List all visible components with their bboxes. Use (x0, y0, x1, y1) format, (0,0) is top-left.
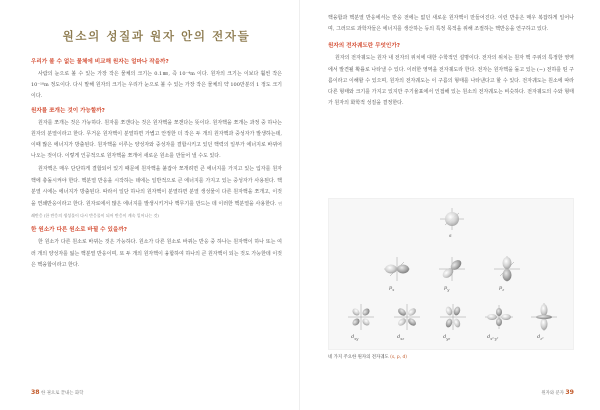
figure-caption (328, 354, 407, 360)
paragraph-transmutation: 한 원소가 다른 원소로 바뀌는 것은 가능하다. 원소가 다른 원소로 바뀌는 반응 중 하나는 원자핵이 하나 또는 여러 개의 양성자를 잃는 핵분열 반응이며, 또 두 개의 원자핵이 융합하여 하나의 큰 원자핵이 되는 것도 가능한데 이것은 핵융합이라고 한다. (31, 239, 282, 268)
orbital-label-s (449, 233, 452, 240)
section-heading-transmutation: 한 원소가 다른 원소로 바뀔 수 있을까? (31, 227, 127, 234)
orbital-label-s-name: s (449, 233, 452, 239)
chapter-title: 원소의 성질과 원자 안의 전자들 (62, 29, 251, 43)
right-column (328, 13, 574, 111)
orbital-label-dyz-name: d (443, 334, 447, 340)
orbital-dyz-shape (440, 304, 466, 330)
orbital-label-dz2-name: d (537, 334, 541, 340)
orbital-label-dx2y2-name: d (487, 334, 491, 340)
orbital-label-dz2 (537, 334, 544, 341)
orbital-dx2y2-shape (485, 305, 513, 329)
paragraph-atom-size: 사람의 눈으로 볼 수 있는 가장 작은 물체의 크기는 0.1㎜, 즉 10⁻⁴m 이다. 원자의 크기는 이보다 훨씬 작은 10⁻¹⁰m 정도이다. 다시 말해 원자의 크기는 우리가 눈으로 볼 수 있는 가장 작은 물체의 약 100만분의 1 정도 크기이다. (31, 71, 282, 100)
orbital-label-dxy-name: d (351, 334, 355, 340)
orbital-px-shape (384, 257, 410, 281)
orbital-label-py (444, 285, 449, 292)
right-book-title: 원자와 분자 (541, 391, 564, 396)
orbital-label-dxy-sub: xy (354, 337, 359, 341)
figure-caption-sub: (s, p, d) (390, 355, 408, 360)
orbital-label-dyz-sub: yz (446, 337, 451, 341)
figure-caption-text: 네 가지 주요한 원자의 전자궤도 (328, 355, 389, 360)
paragraph-split-atom-2 (31, 164, 282, 222)
paragraph-split-atom-1: 원자를 쪼개는 것은 가능하다. 원자를 쪼갠다는 것은 원자핵을 쪼갠다는 뜻이다. 원자핵을 쪼개는 과정 중 하나는 원자의 분열이라고 한다. 무거운 원자핵이 분열하면 가볍고 안정한 더 작은 두 개의 원자핵과 중성자가 발생하는데, 이때 많은 에너지가 방출된다. 원자핵을 이루는 양성자와 중성자를 결합시키고 있던 핵력의 일부가 에너지로 바뀌어 나오는 것이다. 이렇게 인공적으로 원자핵을 쪼개어 새로운 원소를 만들어 낼 수도 있다. (31, 119, 282, 160)
orbital-label-dxz-sub: xz (400, 337, 405, 341)
left-column (31, 22, 282, 273)
orbital-label-dx2y2 (487, 334, 498, 341)
orbital-label-pz (499, 285, 504, 292)
paragraph-orbital: 원자의 전자궤도는 원자 내 전자의 위치에 대한 수학적인 설명이다. 전자의 위치는 원자 핵 주위의 특정한 영역에서 발견될 확률로 나타낼 수 있다. 이러한 영역을 전자궤도라 한다. 전자는 원자핵을 돌고 있는 (−) 전하를 띤 구름이라고 이해할 수 있으며, 원자의 전자궤도는 이 구름의 형태를 나타낸다고 할 수 있다. 전자궤도는 원소에 따라 다른 형태와 크기를 가지고 있지만 주기율표에서 인접해 있는 원소의 전자궤도는 비슷하다. 전자궤도의 수와 형태가 원자의 화학적 성질을 결정한다. (328, 55, 574, 107)
orbital-label-pz-sub: z (502, 288, 505, 292)
orbital-label-dyz (443, 334, 450, 341)
section-heading-split-atom: 원자를 쪼개는 것이 가능할까? (31, 107, 105, 114)
paragraph-split-atom-2-text: 원자핵은 매우 단단하게 결합되어 있기 때문에 원자핵을 붙잡아 쪼개려면 큰 에너지를 가지고 있는 입자를 원자핵에 충돌시켜야 한다. 핵분열 반응을 시작하는 데에는 일반적으로 큰 에너지를 가지고 있는 중성자가 사용된다. 핵분열 시에는 에너지가 방출된다. 따라서 일단 하나의 원자핵이 분열하면 분열 생성물이 다른 원자핵을 쪼개고, 이것을 연쇄반응이라고 한다. 원자로에서 많은 에너지를 발생시키거나 핵무기를 만드는 데 이러한 핵분열을 사용한다. (31, 166, 282, 208)
orbital-dxy-shape (348, 304, 374, 330)
orbital-py-shape (439, 257, 465, 281)
orbital-label-pz-name: p (499, 285, 503, 291)
right-page (300, 0, 600, 410)
left-page-number: 38 (31, 389, 40, 396)
orbital-figure (328, 198, 574, 350)
left-footer (31, 389, 83, 396)
orbital-label-px-name: p (389, 285, 393, 291)
section-heading-orbital: 원자의 전자궤도란 무엇인가? (328, 43, 400, 50)
orbital-dxz-shape (394, 304, 420, 330)
orbital-label-dxz-name: d (397, 334, 401, 340)
orbital-label-px-sub: x (392, 288, 395, 292)
orbital-label-dxz (397, 334, 404, 341)
orbital-label-py-sub: y (447, 288, 450, 292)
orbital-label-py-name: p (444, 285, 448, 291)
orbital-diagram (329, 199, 575, 351)
orbital-pz-shape (494, 256, 520, 282)
left-book-title: 한 권으로 끝내는 화학 (41, 391, 84, 396)
orbital-label-dz2-sub: z² (540, 337, 544, 341)
right-page-number: 39 (565, 389, 574, 396)
chain-reaction-note: 연쇄반응 (한 반응의 생성물이 다시 반응물이 되어 반응이 계속 일어나는 것) (31, 201, 283, 219)
orbital-s-shape (440, 208, 464, 230)
right-footer (541, 389, 574, 396)
paragraph-intro: 핵융합과 핵분열 반응에서는 반응 전에는 없던 새로운 원자핵이 만들어진다. 이런 반응은 매우 복잡하게 일어나며, 그러므로 과학자들은 에너지를 생산하는 등의 특정 목적을 위해 조절하는 핵반응을 연구하고 있다. (328, 15, 574, 33)
section-heading-atom-size: 우리가 볼 수 없는 물체에 비교해 원자는 얼마나 작을까? (31, 59, 169, 65)
orbital-label-px (389, 285, 394, 292)
orbital-dz2-shape (531, 303, 557, 331)
orbital-label-dxy (351, 334, 358, 341)
orbital-label-dx2y2-sub: x²-y² (490, 337, 499, 341)
